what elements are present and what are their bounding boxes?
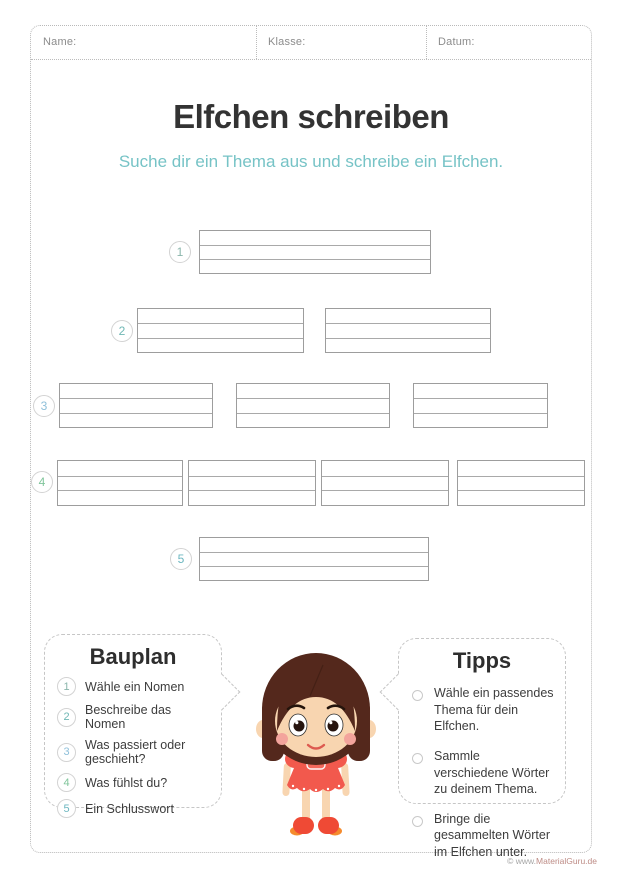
list-item	[412, 811, 557, 861]
footer-link[interactable]: MaterialGuru.de	[536, 856, 597, 866]
writing-box[interactable]	[457, 460, 585, 506]
tip-text: Bringe die gesammelten Wörter im Elfchen unter.	[434, 811, 551, 859]
step-number-badge: 1	[57, 677, 76, 696]
tipps-list	[412, 685, 557, 861]
list-item	[412, 748, 557, 798]
list-item	[57, 677, 213, 696]
writing-box[interactable]	[199, 537, 429, 581]
step-text: Ein Schlusswort	[85, 801, 174, 816]
step-text: Was fühlst du?	[85, 775, 168, 790]
page-title: Elfchen schreiben	[173, 98, 449, 135]
writing-box[interactable]	[57, 460, 183, 506]
bauplan-title: Bauplan	[89, 644, 177, 669]
girl-shoes	[290, 817, 342, 836]
klasse-field-label: Klasse:	[268, 36, 306, 48]
writing-box[interactable]	[325, 308, 491, 353]
row-number-badge: 2	[111, 320, 133, 342]
writing-box[interactable]	[59, 383, 213, 428]
writing-box[interactable]	[236, 383, 390, 428]
step-number-badge: 3	[57, 743, 76, 762]
row-number-badge: 3	[33, 395, 55, 417]
page-subtitle: Suche dir ein Thema aus und schreibe ein Elfchen.	[118, 152, 504, 171]
datum-field-label: Datum:	[438, 36, 475, 48]
row-number-badge: 5	[170, 548, 192, 570]
writing-box[interactable]	[321, 460, 449, 506]
bullet-circle-icon	[412, 690, 423, 701]
row-number-badge: 4	[31, 471, 53, 493]
bauplan-bubble	[44, 634, 222, 816]
worksheet-page	[30, 25, 592, 859]
step-number-badge: 4	[57, 773, 76, 792]
tipps-title: Tipps	[452, 648, 512, 673]
tip-text: Sammle verschiedene Wörter zu deinem Thema.	[434, 748, 550, 797]
girl-illustration	[255, 647, 391, 847]
bullet-circle-icon	[412, 753, 423, 764]
row-number-badge: 1	[169, 241, 191, 263]
header-divider	[426, 26, 427, 59]
copyright-text: © www.	[507, 856, 537, 866]
name-field-label: Name:	[43, 36, 77, 48]
bullet-circle-icon	[412, 816, 423, 827]
step-text: Wähle ein Nomen	[85, 679, 185, 694]
writing-box[interactable]	[199, 230, 431, 274]
writing-box[interactable]	[188, 460, 316, 506]
list-item	[57, 773, 213, 792]
list-item	[57, 738, 213, 766]
tipps-bubble	[398, 638, 566, 859]
tip-text: Wähle ein passendes Thema für dein Elfchen.	[434, 686, 554, 734]
step-text: Was passiert oder geschieht?	[85, 738, 186, 766]
list-item	[412, 685, 557, 735]
footer-credit	[507, 856, 597, 866]
writing-box[interactable]	[137, 308, 304, 353]
bauplan-list	[57, 677, 213, 818]
writing-box[interactable]	[413, 383, 548, 428]
list-item	[57, 703, 213, 731]
step-number-badge: 2	[57, 708, 76, 727]
step-number-badge: 5	[57, 799, 76, 818]
header-divider	[256, 26, 257, 59]
step-text: Beschreibe das Nomen	[85, 703, 172, 731]
list-item	[57, 799, 213, 818]
header-divider	[31, 59, 591, 60]
